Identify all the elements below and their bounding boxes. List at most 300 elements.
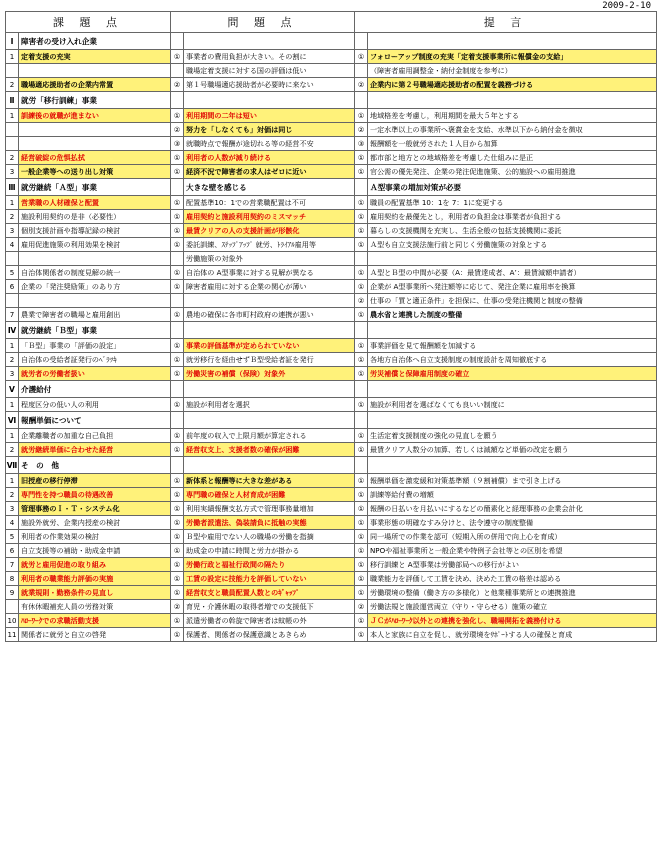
proposal-number xyxy=(355,179,368,196)
problem-number: ① xyxy=(171,50,184,64)
proposal-number xyxy=(355,252,368,266)
problem-number: ① xyxy=(171,266,184,280)
problem-number: ① xyxy=(171,628,184,642)
proposal-number: ① xyxy=(355,474,368,488)
row-number: 6 xyxy=(6,280,19,294)
proposal-text: 同一場所での作業を認可（短期入所の併用で向上心を育成） xyxy=(368,530,657,544)
proposal-number: ① xyxy=(355,308,368,322)
issue-text: 施設利用契約の是非（必要性） xyxy=(19,210,171,224)
problem-number: ① xyxy=(171,151,184,165)
problem-number xyxy=(171,381,184,398)
proposal-number: ② xyxy=(355,294,368,308)
proposal-text: 生活定着支援制度の強化の見直しを願う xyxy=(368,429,657,443)
problem-number xyxy=(171,64,184,78)
table-row xyxy=(6,628,657,642)
problem-number: ① xyxy=(171,308,184,322)
issue-text xyxy=(19,137,171,151)
proposal-number: ① xyxy=(355,398,368,412)
row-number xyxy=(6,600,19,614)
proposal-text: 移行訓練と A型事業は労働部局への移行がよい xyxy=(368,558,657,572)
proposal-text: 労働法規と施設運営両立（守り・守らせる）施策の確立 xyxy=(368,600,657,614)
table-row xyxy=(6,294,657,308)
row-number: 1 xyxy=(6,398,19,412)
problem-text: 大きな壁を感じる xyxy=(184,179,355,196)
problem-number: ① xyxy=(171,165,184,179)
problem-text: 労働者派遣法、偽装請負に抵触の実態 xyxy=(184,516,355,530)
problem-number: ③ xyxy=(171,137,184,151)
issue-text: 報酬単価について xyxy=(19,412,171,429)
row-number: Ⅵ xyxy=(6,412,19,429)
proposal-text xyxy=(368,33,657,50)
proposal-number: ② xyxy=(355,78,368,92)
proposal-number xyxy=(355,381,368,398)
table-row xyxy=(6,280,657,294)
problem-number: ① xyxy=(171,474,184,488)
proposal-number xyxy=(355,457,368,474)
problem-number: ① xyxy=(171,544,184,558)
proposal-number xyxy=(355,322,368,339)
table-row xyxy=(6,398,657,412)
proposal-text: 報酬の日払いを月払いにするなどの簡素化と経理事務の企業会計化 xyxy=(368,502,657,516)
problem-text: 農地の確保に各市町村政府の連携が悪い xyxy=(184,308,355,322)
proposal-number: ① xyxy=(355,488,368,502)
proposal-number: ① xyxy=(355,151,368,165)
problem-text: Ｂ型や雇用でない人の職場の労働を指摘 xyxy=(184,530,355,544)
row-number xyxy=(6,294,19,308)
proposal-number xyxy=(355,92,368,109)
problem-text: 就職時点で報酬が途切れる等の経営不安 xyxy=(184,137,355,151)
problem-text: 努力を「しなくても」対価は同じ xyxy=(184,123,355,137)
issue-text: 障害者の受け入れ企業 xyxy=(19,33,171,50)
problem-text: 専門職の確保と人材育成が困難 xyxy=(184,488,355,502)
row-number: Ⅶ xyxy=(6,457,19,474)
proposal-number: ① xyxy=(355,586,368,600)
proposal-text: 企業が A型事業所へ発注額等に応じて、発注企業に雇用率を換算 xyxy=(368,280,657,294)
proposal-number: ① xyxy=(355,165,368,179)
problem-number: ① xyxy=(171,398,184,412)
problem-number: ① xyxy=(171,429,184,443)
problem-number: ① xyxy=(171,488,184,502)
proposal-text: 雇用契約を最優先とし，利用者の負担金は事業者が負担する xyxy=(368,210,657,224)
proposal-text xyxy=(368,322,657,339)
row-number: Ⅴ xyxy=(6,381,19,398)
problem-text: 第１号職場適応援助者が必要時に来ない xyxy=(184,78,355,92)
row-number: 11 xyxy=(6,628,19,642)
problem-text: 助成金の申請に時間と労力が掛かる xyxy=(184,544,355,558)
proposal-number: ① xyxy=(355,353,368,367)
table-row xyxy=(6,238,657,252)
problem-text: 経済不況で障害者の求人はゼロに近い xyxy=(184,165,355,179)
problem-number: ① xyxy=(171,572,184,586)
section-row xyxy=(6,457,657,474)
row-number: 8 xyxy=(6,572,19,586)
row-number: 3 xyxy=(6,224,19,238)
table-row xyxy=(6,586,657,600)
proposal-number: ② xyxy=(355,123,368,137)
row-number: 7 xyxy=(6,558,19,572)
proposal-text: 報酬額を一般就労された１人目から加算 xyxy=(368,137,657,151)
proposal-number xyxy=(355,33,368,50)
proposal-table xyxy=(5,11,657,642)
proposal-text xyxy=(368,381,657,398)
table-row xyxy=(6,544,657,558)
issue-text xyxy=(19,64,171,78)
issue-text: 程度区分の低い人の利用 xyxy=(19,398,171,412)
problem-number: ② xyxy=(171,600,184,614)
proposal-number: ① xyxy=(355,196,368,210)
proposal-text: 施設が利用者を選ばなくても良いい制度に xyxy=(368,398,657,412)
problem-text: 労働災害の補償（保険）対象外 xyxy=(184,367,355,381)
proposal-text: 事業評価を見て報酬額を加減する xyxy=(368,339,657,353)
table-row xyxy=(6,353,657,367)
proposal-number: ① xyxy=(355,572,368,586)
proposal-number: ① xyxy=(355,443,368,457)
problem-text: 施設が利用者を選択 xyxy=(184,398,355,412)
problem-number xyxy=(171,294,184,308)
issue-text: 「Ｂ型」事業の「評価の設定」 xyxy=(19,339,171,353)
proposal-number: ① xyxy=(355,266,368,280)
problem-number: ① xyxy=(171,224,184,238)
problem-number: ① xyxy=(171,614,184,628)
issue-text: 利用者の作業効果の検討 xyxy=(19,530,171,544)
problem-number xyxy=(171,322,184,339)
proposal-text: 暮らしの支援機関を充実し、生活全般の包括支援機関に委託 xyxy=(368,224,657,238)
table-row xyxy=(6,614,657,628)
proposal-number: ① xyxy=(355,224,368,238)
header-problems: 問 題 点 xyxy=(171,12,355,33)
problem-number xyxy=(171,179,184,196)
row-number: 2 xyxy=(6,443,19,457)
problem-text: 事業者の費用負担が大きい。その割に xyxy=(184,50,355,64)
proposal-number: ① xyxy=(355,339,368,353)
proposal-text xyxy=(368,252,657,266)
problem-text: 事業の評価基準が定められていない xyxy=(184,339,355,353)
issue-text: 有休休暇補充人員の労務対策 xyxy=(19,600,171,614)
table-row xyxy=(6,488,657,502)
issue-text: 一般企業等への送り出し対策 xyxy=(19,165,171,179)
table-row xyxy=(6,78,657,92)
table-row xyxy=(6,600,657,614)
issue-text: 専門性を持つ職員の待遇改善 xyxy=(19,488,171,502)
proposal-text: Ａ型とＢ型の中間が必要（A：最賃達成者、A’：最賃減額申請者） xyxy=(368,266,657,280)
proposal-text: 地域格差を考慮し，利用期間を最大５年とする xyxy=(368,109,657,123)
proposal-number: ① xyxy=(355,429,368,443)
problem-number: ① xyxy=(171,280,184,294)
proposal-number: ① xyxy=(355,280,368,294)
issue-text: 管理事務のＩ・Ｔ・システム化 xyxy=(19,502,171,516)
row-number: Ⅱ xyxy=(6,92,19,109)
problem-text: 利用者の人数が減り続ける xyxy=(184,151,355,165)
table-row xyxy=(6,64,657,78)
proposal-text xyxy=(368,412,657,429)
table-row xyxy=(6,196,657,210)
issue-text xyxy=(19,123,171,137)
table-row xyxy=(6,516,657,530)
table-row xyxy=(6,123,657,137)
proposal-text: 労災補償と保障雇用制度の確立 xyxy=(368,367,657,381)
issue-text: 旧授産の移行停滞 xyxy=(19,474,171,488)
issue-text: そ の 他 xyxy=(19,457,171,474)
problem-text xyxy=(184,92,355,109)
proposal-text xyxy=(368,92,657,109)
table-row xyxy=(6,572,657,586)
header-row xyxy=(6,12,657,33)
problem-number: ① xyxy=(171,586,184,600)
issue-text: 就労「移行訓練」事業 xyxy=(19,92,171,109)
problem-number xyxy=(171,412,184,429)
problem-number: ① xyxy=(171,238,184,252)
proposal-number: ① xyxy=(355,367,368,381)
problem-number: ① xyxy=(171,196,184,210)
row-number xyxy=(6,123,19,137)
proposal-text: 事業形態の明確なすみ分けと、法令遵守の制度整備 xyxy=(368,516,657,530)
row-number: 2 xyxy=(6,78,19,92)
table-row xyxy=(6,109,657,123)
problem-text xyxy=(184,457,355,474)
table-row xyxy=(6,151,657,165)
issue-text: 就労者の労働者扱い xyxy=(19,367,171,381)
table-row xyxy=(6,558,657,572)
issue-text: 就業規則・勤務条件の見直し xyxy=(19,586,171,600)
row-number: 4 xyxy=(6,516,19,530)
proposal-text: 最賃クリア人数分の加算、若しくは減額など単価の改定を願う xyxy=(368,443,657,457)
proposal-number: ② xyxy=(355,600,368,614)
issue-text: 経営破綻の危惧払拭 xyxy=(19,151,171,165)
proposal-text: 労働環境の整備（働き方の多様化）と他業種事業所との連携推進 xyxy=(368,586,657,600)
issue-text: 就労継続「Ｂ型」事業 xyxy=(19,322,171,339)
issue-text: 訓練後の就職が進まない xyxy=(19,109,171,123)
problem-text: 配置基準10：1での営業職配置は不可 xyxy=(184,196,355,210)
proposal-number xyxy=(355,64,368,78)
issue-text: 介護給付 xyxy=(19,381,171,398)
section-row xyxy=(6,322,657,339)
proposal-number: ① xyxy=(355,502,368,516)
problem-number: ① xyxy=(171,339,184,353)
problem-text: 保護者、関係者の保護意識とあきらめ xyxy=(184,628,355,642)
problem-text xyxy=(184,294,355,308)
table-row xyxy=(6,308,657,322)
row-number: 2 xyxy=(6,488,19,502)
problem-text: 新体系と報酬等に大きな差がある xyxy=(184,474,355,488)
table-row xyxy=(6,429,657,443)
table-row xyxy=(6,210,657,224)
proposal-text: （障害者雇用調整金・納付金制度を参考に） xyxy=(368,64,657,78)
proposal-number: ① xyxy=(355,614,368,628)
issue-text: 就労継続「Ａ型」事業 xyxy=(19,179,171,196)
proposal-text: 職員の配置基準 10：1を 7：1に変更する xyxy=(368,196,657,210)
row-number: Ⅲ xyxy=(6,179,19,196)
row-number xyxy=(6,252,19,266)
problem-number: ① xyxy=(171,502,184,516)
row-number: 1 xyxy=(6,196,19,210)
row-number: 5 xyxy=(6,530,19,544)
problem-number: ① xyxy=(171,530,184,544)
problem-number xyxy=(171,92,184,109)
row-number: 3 xyxy=(6,502,19,516)
problem-text xyxy=(184,412,355,429)
table-row xyxy=(6,165,657,179)
proposal-text: 訓練等給付費の増額 xyxy=(368,488,657,502)
row-number: 2 xyxy=(6,151,19,165)
problem-number: ② xyxy=(171,78,184,92)
issue-text: 施設外就労、企業内授産の検討 xyxy=(19,516,171,530)
problem-text: 育児・介護休暇の取得者増での支援低下 xyxy=(184,600,355,614)
proposal-text: 官公需の優先発注、企業の発注促進施策、公的施設への雇用推進 xyxy=(368,165,657,179)
problem-text: 利用実績報酬支払方式で管理事務量増加 xyxy=(184,502,355,516)
issue-text: 自立支援等の補助・助成金申請 xyxy=(19,544,171,558)
row-number: 9 xyxy=(6,586,19,600)
row-number: 10 xyxy=(6,614,19,628)
problem-text: 障害者雇用に対する企業の関心が薄い xyxy=(184,280,355,294)
issue-text: ﾊﾛｰﾜｰｸでの求職活動支援 xyxy=(19,614,171,628)
problem-number: ① xyxy=(171,109,184,123)
issue-text: 就労と雇用促進の取り組み xyxy=(19,558,171,572)
problem-text: 就労移行を経由せずＢ型受給者証を発行 xyxy=(184,353,355,367)
table-row xyxy=(6,367,657,381)
proposal-text: 各地方自治体へ自立支援制度の制度設計を周知徹底する xyxy=(368,353,657,367)
row-number: 1 xyxy=(6,429,19,443)
issue-text: 雇用促進施策の利用効果を検討 xyxy=(19,238,171,252)
proposal-text xyxy=(368,457,657,474)
row-number: 3 xyxy=(6,367,19,381)
proposal-text: Ａ型事業の増加対策が必要 xyxy=(368,179,657,196)
row-number xyxy=(6,137,19,151)
issue-text: 農業で障害者の職場と雇用創出 xyxy=(19,308,171,322)
problem-text: 前年度の収入で上限月額が算定される xyxy=(184,429,355,443)
problem-number xyxy=(171,33,184,50)
row-number: 1 xyxy=(6,109,19,123)
row-number: 2 xyxy=(6,210,19,224)
section-row xyxy=(6,381,657,398)
proposal-text: 報酬単価を激変緩和対策基準額（９割補償）まで引き上げる xyxy=(368,474,657,488)
issue-text: 定着支援の充実 xyxy=(19,50,171,64)
proposal-text: 本人と家族に自立を促し、就労環境をｻﾎﾟｰﾄする人の確保と育成 xyxy=(368,628,657,642)
problem-text: 工賃の設定に技能力を評価していない xyxy=(184,572,355,586)
section-row xyxy=(6,33,657,50)
problem-text: 経営収支と職員配置人数とのｷﾞｬｯﾌﾟ xyxy=(184,586,355,600)
proposal-text: 仕事の「質と適正条件」を担保に、仕事の受発注機関と制度の整備 xyxy=(368,294,657,308)
problem-text xyxy=(184,33,355,50)
proposal-text: フォローアップ制度の充実「定着支援事業所に報償金の支給」 xyxy=(368,50,657,64)
proposal-text: NPOや福祉事業所と一般企業や特例子会社等との区別を希望 xyxy=(368,544,657,558)
proposal-number: ① xyxy=(355,628,368,642)
problem-text: 雇用契約と施設利用契約のミスマッチ xyxy=(184,210,355,224)
problem-number xyxy=(171,457,184,474)
table-row xyxy=(6,443,657,457)
problem-number: ① xyxy=(171,210,184,224)
problem-text: 最賃クリアの人の支援計画が形骸化 xyxy=(184,224,355,238)
section-row xyxy=(6,412,657,429)
proposal-number: ① xyxy=(355,109,368,123)
problem-number: ① xyxy=(171,367,184,381)
proposal-number xyxy=(355,412,368,429)
problem-text: 経営収支上、支援者数の確保が困難 xyxy=(184,443,355,457)
issue-text: 個別支援計画や指導記録の検討 xyxy=(19,224,171,238)
proposal-text: 職業能力を評価して工賃を決め、決めた工賃の格差は認める xyxy=(368,572,657,586)
problem-number: ② xyxy=(171,123,184,137)
issue-text: 企業離職者の加重な自己負担 xyxy=(19,429,171,443)
problem-number: ① xyxy=(171,443,184,457)
issue-text: 営業職の人材確保と配置 xyxy=(19,196,171,210)
problem-text: 派遣労働者の斡旋で障害者は蚊帳の外 xyxy=(184,614,355,628)
proposal-number: ③ xyxy=(355,137,368,151)
table-row xyxy=(6,137,657,151)
row-number: 2 xyxy=(6,353,19,367)
problem-number xyxy=(171,252,184,266)
table-row xyxy=(6,252,657,266)
problem-text: 利用期間の二年は短い xyxy=(184,109,355,123)
proposal-number: ① xyxy=(355,238,368,252)
header-proposals: 提 言 xyxy=(355,12,657,33)
proposal-number: ① xyxy=(355,558,368,572)
problem-text: 自治体の A型事業に対する見解が異なる xyxy=(184,266,355,280)
problem-number: ① xyxy=(171,353,184,367)
proposal-text: 一定水準以上の事業所へ褒賞金を支給、水準以下から納付金を徴収 xyxy=(368,123,657,137)
proposal-number: ① xyxy=(355,50,368,64)
issue-text: 自治体関係者の制度見解の統一 xyxy=(19,266,171,280)
issue-text: 関係者に就労と自立の啓発 xyxy=(19,628,171,642)
header-issues: 課 題 点 xyxy=(6,12,171,33)
row-number: 3 xyxy=(6,165,19,179)
problem-text: 職場定着支援に対する国の評価は低い xyxy=(184,64,355,78)
table-row xyxy=(6,224,657,238)
row-number: Ⅰ xyxy=(6,33,19,50)
problem-text: 労働行政と福祉行政間の隔たり xyxy=(184,558,355,572)
proposal-number: ① xyxy=(355,210,368,224)
table-row xyxy=(6,502,657,516)
proposal-text: 農水省と連携した制度の整備 xyxy=(368,308,657,322)
row-number: 4 xyxy=(6,238,19,252)
issue-text: 就労継続単価に合わせた経営 xyxy=(19,443,171,457)
problem-text: 労働施策の対象外 xyxy=(184,252,355,266)
problem-text: 委託訓練、ｽﾃｯﾌﾟｱｯﾌﾟ 就労、ﾄﾗｲｱﾙ雇用等 xyxy=(184,238,355,252)
row-number: Ⅳ xyxy=(6,322,19,339)
table-row xyxy=(6,266,657,280)
row-number: 1 xyxy=(6,474,19,488)
table-row xyxy=(6,530,657,544)
document-date: 2009-2-10 xyxy=(602,1,651,11)
proposal-number: ① xyxy=(355,544,368,558)
issue-text xyxy=(19,294,171,308)
table-body xyxy=(6,12,657,642)
row-number: 7 xyxy=(6,308,19,322)
proposal-number: ① xyxy=(355,516,368,530)
problem-text xyxy=(184,322,355,339)
row-number: 5 xyxy=(6,266,19,280)
issue-text: 利用者の職業能力評価の実施 xyxy=(19,572,171,586)
proposal-text: 都市部と地方との地域格差を考慮した仕組みに是正 xyxy=(368,151,657,165)
problem-text xyxy=(184,381,355,398)
proposal-text: ＪＣがﾊﾛｰﾜｰｸ以外との連携を強化し、職場開拓を義務付ける xyxy=(368,614,657,628)
row-number xyxy=(6,64,19,78)
section-row xyxy=(6,179,657,196)
issue-text: 職場適応援助者の企業内常置 xyxy=(19,78,171,92)
problem-number: ① xyxy=(171,558,184,572)
row-number: 6 xyxy=(6,544,19,558)
proposal-text: Ａ型も自立支援法施行前と同じく労働施策の対象とする xyxy=(368,238,657,252)
row-number: 1 xyxy=(6,339,19,353)
row-number: 1 xyxy=(6,50,19,64)
table-row xyxy=(6,339,657,353)
table-row xyxy=(6,474,657,488)
section-row xyxy=(6,92,657,109)
issue-text: 自治体の受給者証発行のﾍﾞﾗﾂｷ xyxy=(19,353,171,367)
issue-text xyxy=(19,252,171,266)
table-row xyxy=(6,50,657,64)
issue-text: 企業の「発注奨励策」のあり方 xyxy=(19,280,171,294)
proposal-text: 企業内に第２号職場適応援助者の配置を義務づける xyxy=(368,78,657,92)
proposal-number: ① xyxy=(355,530,368,544)
